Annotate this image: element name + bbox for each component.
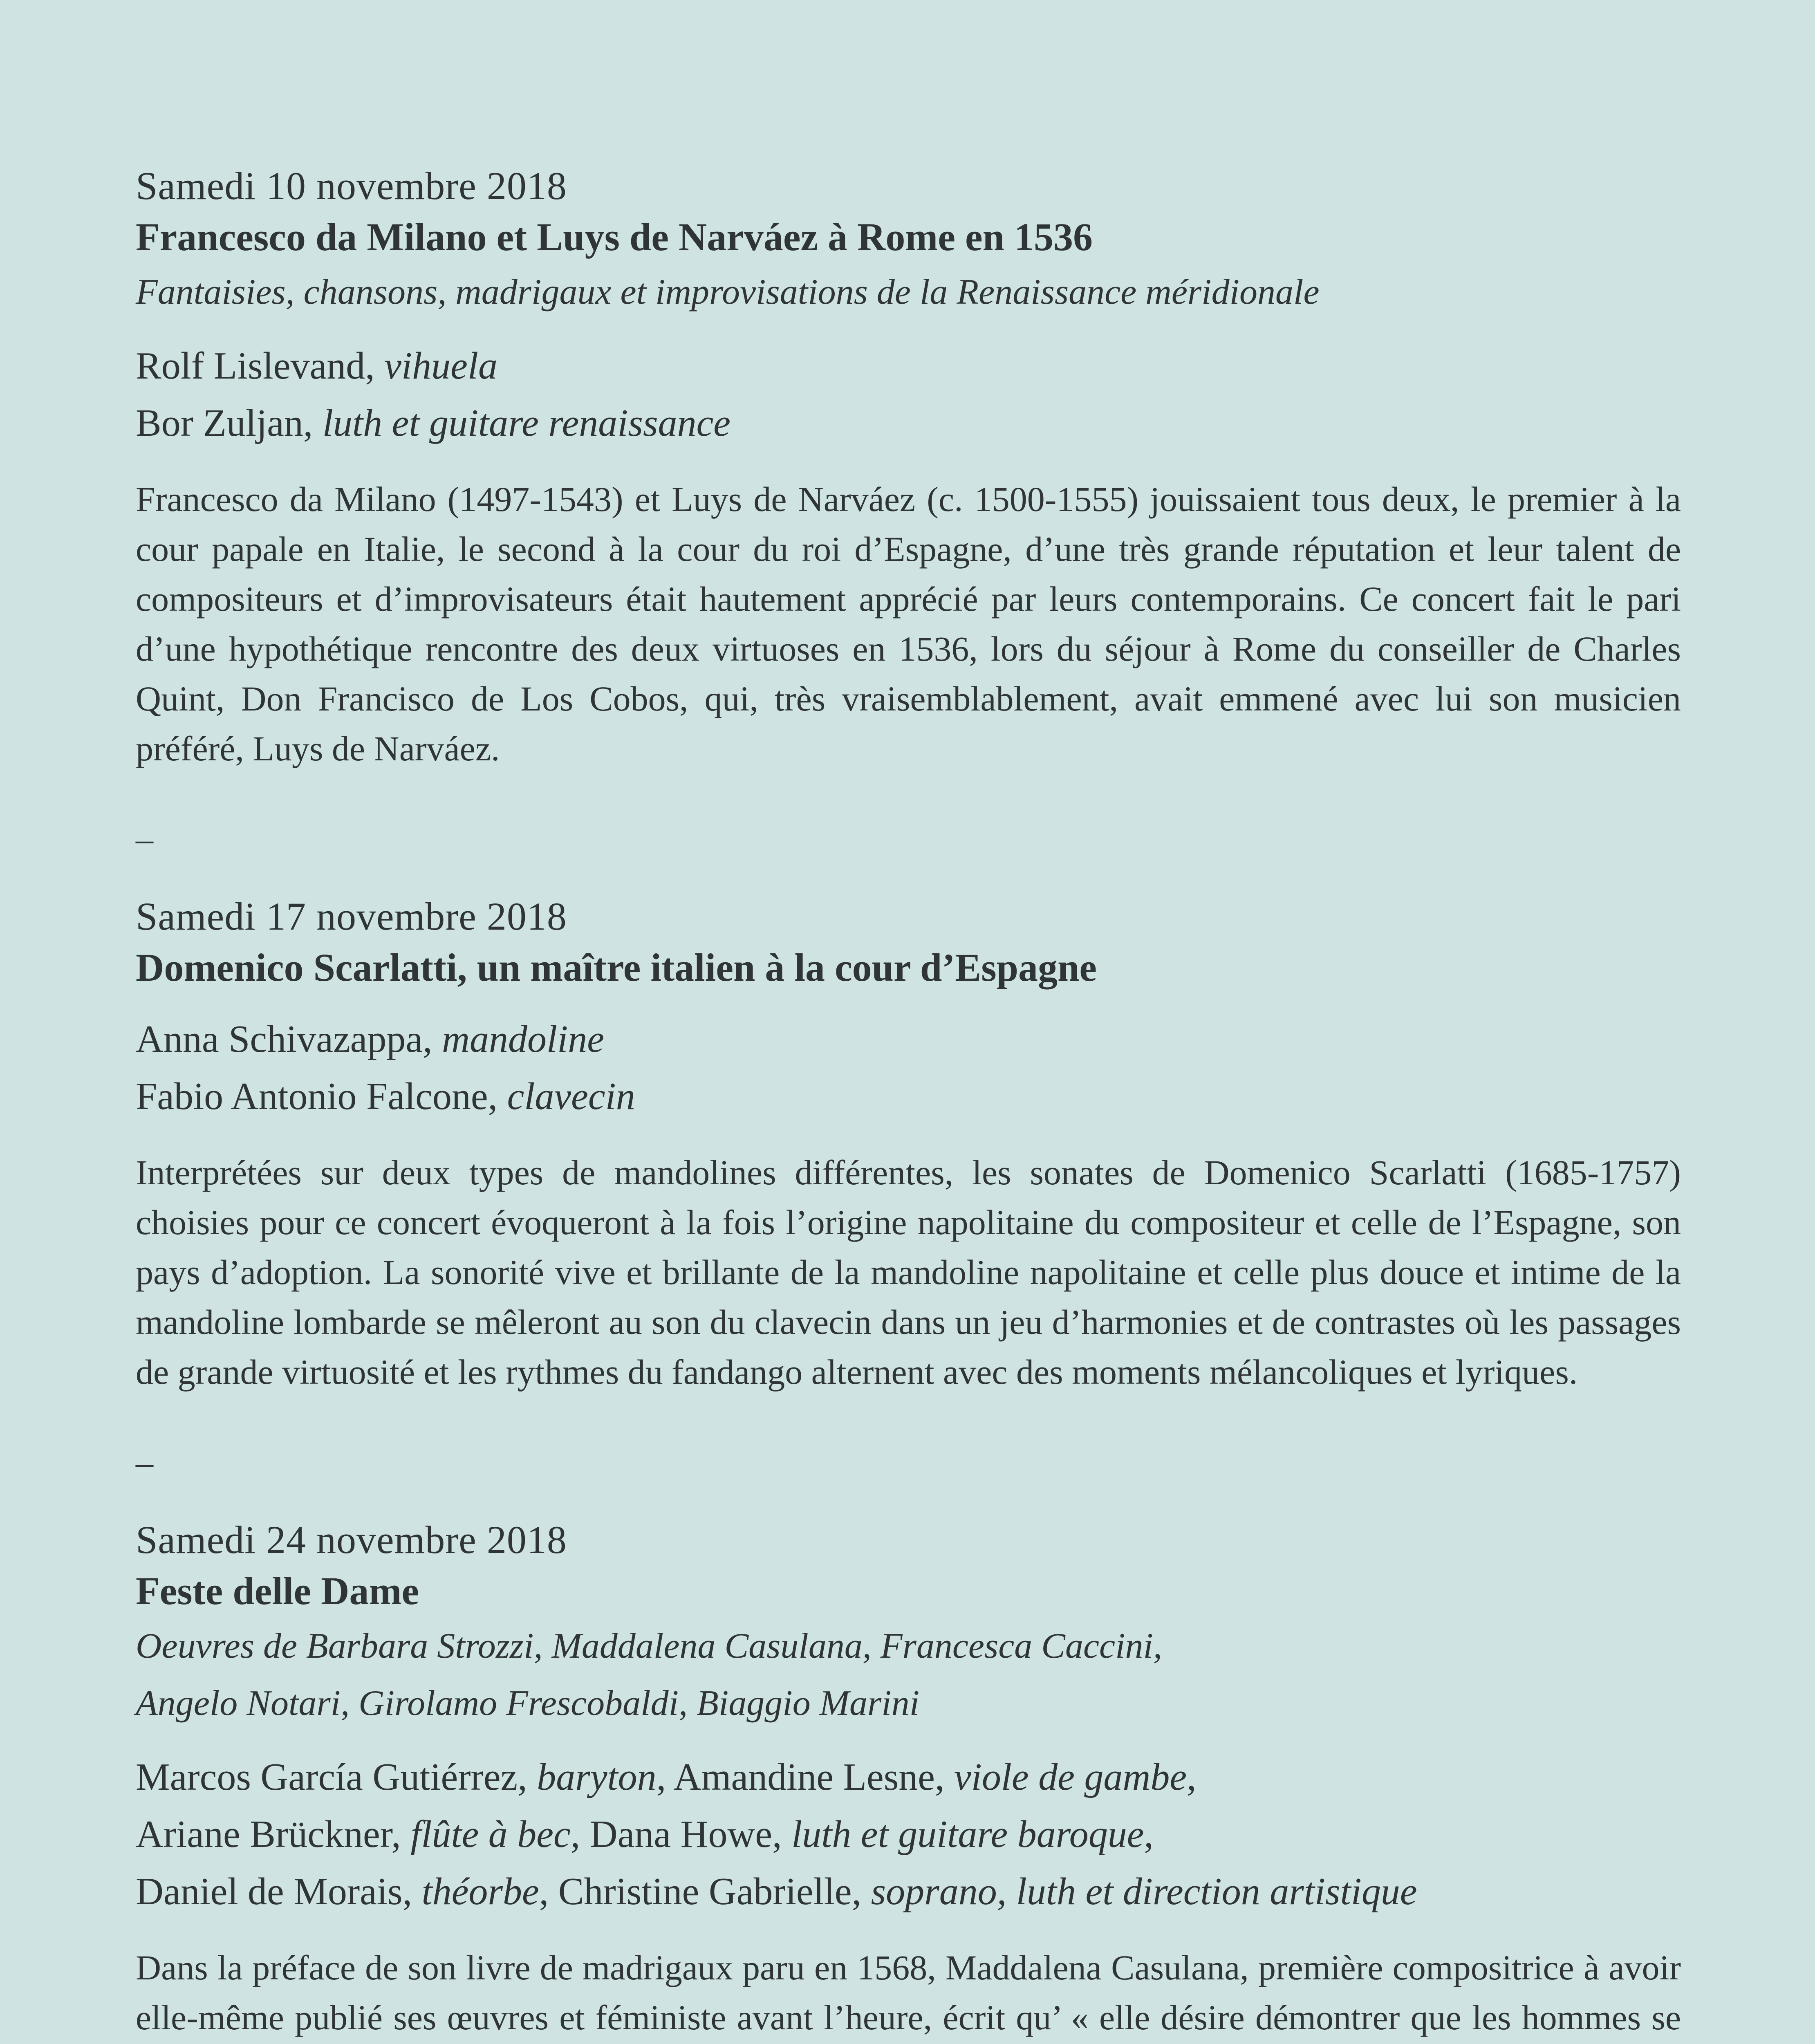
performer xyxy=(136,1068,1681,1125)
performer-name: Ariane Brückner, xyxy=(136,1813,401,1856)
performer-name: Dana Howe, xyxy=(589,1813,782,1856)
performer xyxy=(136,337,1681,394)
performer-role: vihuela xyxy=(384,345,497,387)
performer-list xyxy=(136,1748,1681,1920)
line-trail: , xyxy=(1144,1813,1154,1856)
performer-role: flûte à bec xyxy=(410,1813,571,1856)
event-title: Feste delle Dame xyxy=(136,1569,419,1613)
performer-name: Daniel de Morais, xyxy=(136,1870,412,1913)
event-date: Samedi 10 novembre 2018 xyxy=(136,164,567,208)
event-description: Francesco da Milano (1497-1543) et Luys de Narváez (c. 1500-1555) jouissaient tous deux, le premier à la cour papale en Italie, le second à la cour du roi d’Espagne, d’une très grande réputation et leur talent de compositeurs et d’improvisateurs était hautement apprécié par leurs contemporains. Ce concert fait le pari d’une hypothétique rencontre des deux virtuoses en 1536, lors du séjour à Rome du conseiller de Charles Quint, Don Francisco de Los Cobos, qui, très vraisemblablement, avait emmené avec lui son musicien préféré, Luys de Narváez. xyxy=(136,480,1681,768)
event-subtitle: Oeuvres de Barbara Strozzi, Maddalena Casulana, Francesca Caccini, xyxy=(136,1626,1162,1666)
performer-name: Christine Gabrielle, xyxy=(558,1870,862,1913)
performer-role: baryton xyxy=(537,1756,657,1798)
performer-name: Rolf Lislevand, xyxy=(136,345,375,387)
performer-role: théorbe xyxy=(421,1870,539,1913)
performer xyxy=(136,394,1681,452)
event-title: Francesco da Milano et Luys de Narváez à Rome en 1536 xyxy=(136,215,1093,259)
event-date: Samedi 24 novembre 2018 xyxy=(136,1518,567,1562)
performer-name: Anna Schivazappa, xyxy=(136,1018,432,1060)
event-1 xyxy=(136,161,1681,773)
event-2 xyxy=(136,892,1681,1397)
performer-list xyxy=(136,1011,1681,1125)
separator: – xyxy=(136,1443,153,1482)
concert-programme xyxy=(136,161,1681,2044)
performer-role: mandoline xyxy=(442,1018,604,1060)
performer-name: Fabio Antonio Falcone, xyxy=(136,1075,498,1118)
performer-role: soprano, luth et direction artistique xyxy=(871,1870,1417,1913)
performer xyxy=(136,1011,1681,1068)
separator: – xyxy=(136,819,153,858)
performer-list xyxy=(136,337,1681,452)
performer-name: Bor Zuljan, xyxy=(136,402,313,444)
event-3 xyxy=(136,1515,1681,2044)
event-subtitle: Fantaisies, chansons, madrigaux et improvisations de la Renaissance méridionale xyxy=(136,272,1320,312)
performer-role: clavecin xyxy=(507,1075,635,1118)
performer-line: Daniel de Morais, théorbe, Christine Gabrielle, soprano, luth et direction artistique xyxy=(136,1870,1417,1913)
event-description: Dans la préface de son livre de madrigaux paru en 1568, Maddalena Casulana, première compositrice à avoir elle-même publié ses œuvres et féministe avant l’heure, écrit qu’ « elle désire démontrer que les hommes se xyxy=(136,1948,1681,2037)
performer-role: viole de gambe xyxy=(954,1756,1187,1798)
event-subtitle: Angelo Notari, Girolamo Frescobaldi, Biaggio Marini xyxy=(136,1683,920,1723)
event-description: Interprétées sur deux types de mandolines différentes, les sonates de Domenico Scarlatti (1685-1757) choisies pour ce concert évoqueront à la fois l’origine napolitaine du compositeur et celle de l’Espagne, son pays d’adoption. La sonorité vive et brillante de la mandoline napolitaine et celle plus douce et intime de la mandoline lombarde se mêleront au son du clavecin dans un jeu d’harmonies et de contrastes où les passages de grande virtuosité et les rythmes du fandango alternent avec des moments mélancoliques et lyriques. xyxy=(136,1153,1681,1392)
performer-role: luth et guitare baroque xyxy=(791,1813,1144,1856)
event-date: Samedi 17 novembre 2018 xyxy=(136,894,567,938)
performer-role: luth et guitare renaissance xyxy=(322,402,731,444)
performer-name: Amandine Lesne, xyxy=(673,1756,945,1798)
performer-name: Marcos García Gutiérrez, xyxy=(136,1756,527,1798)
performer-line: Ariane Brückner, flûte à bec, Dana Howe, luth et guitare baroque, xyxy=(136,1813,1154,1856)
performer-line: Marcos García Gutiérrez, baryton, Amandine Lesne, viole de gambe, xyxy=(136,1756,1197,1798)
event-title: Domenico Scarlatti, un maître italien à la cour d’Espagne xyxy=(136,946,1097,989)
line-trail: , xyxy=(1187,1756,1197,1798)
